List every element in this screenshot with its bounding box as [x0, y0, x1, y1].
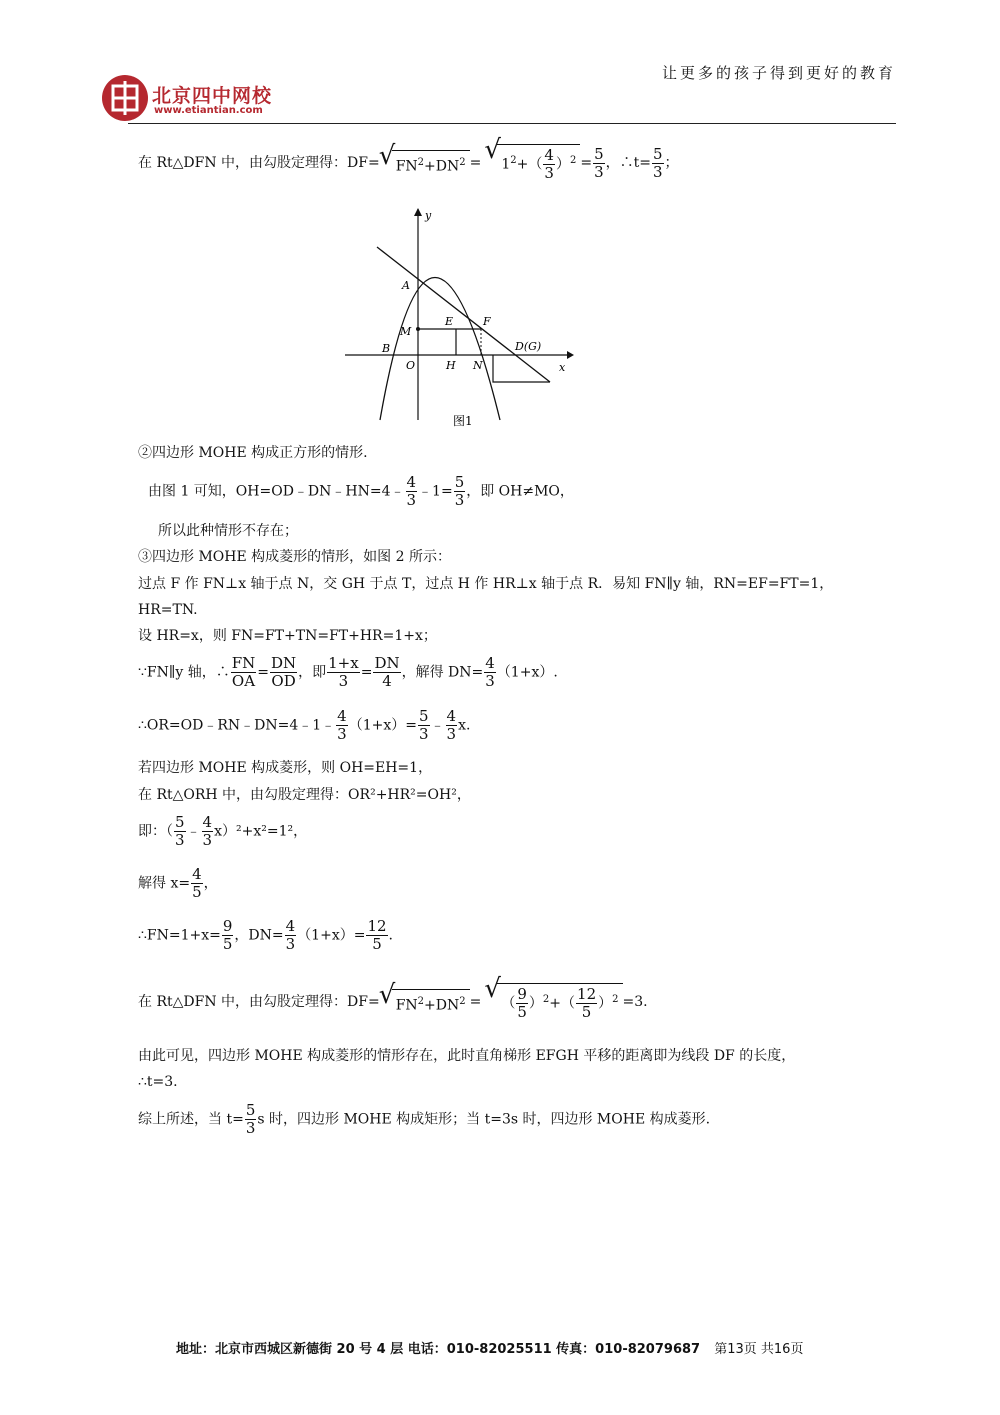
text: 12 [367, 917, 387, 935]
header-slogan: 让更多的孩子得到更好的教育 [661, 64, 896, 82]
text: x）²+x²=1²， [214, 823, 308, 840]
text: +（ [516, 156, 543, 173]
line-not-exist: 所以此种情形不存在； [158, 523, 298, 539]
text: FN [395, 997, 418, 1014]
figure-caption: 图1 [453, 414, 473, 428]
text: 1+x [328, 654, 359, 672]
text: 2 [459, 156, 466, 168]
text: 4 [285, 917, 296, 935]
label-e: E [445, 315, 454, 328]
text: 5 [581, 1003, 592, 1021]
line-rhombus-if: 若四边形 MOHE 构成菱形，则 OH=EH=1， [138, 760, 433, 776]
text: ，解得 DN= [401, 664, 484, 681]
label-d: D(G) [515, 340, 542, 353]
text: 3 [485, 672, 495, 690]
text: 3 [406, 491, 417, 509]
text: ∵FN∥y 轴，∴ [138, 664, 230, 681]
text: OA [231, 672, 256, 690]
line-df-calc-1 [138, 144, 679, 182]
footer [176, 1338, 803, 1357]
text: = [580, 155, 593, 171]
fraction [336, 708, 348, 743]
logo-emblem-icon [102, 75, 148, 121]
text: ，即 [298, 664, 327, 681]
line-ad [377, 247, 550, 382]
text: ，即 OH≠MO， [466, 483, 574, 500]
line-or-calc [138, 708, 470, 743]
y-axis-arrow-icon [414, 208, 422, 216]
text: DN [374, 654, 400, 672]
line-let-hr: 设 HR=x，则 FN=FT+TN=FT+HR=1+x； [138, 628, 437, 644]
text: 3 [594, 162, 604, 181]
page-number: 第13页 共16页 [714, 1342, 804, 1357]
text: 3 [337, 725, 347, 743]
text: +DN [424, 158, 460, 175]
text: 3 [245, 1119, 256, 1137]
label-f: F [483, 315, 491, 328]
fraction [245, 1102, 257, 1137]
fraction [652, 146, 664, 181]
text: ； [664, 155, 679, 171]
fraction [454, 474, 466, 509]
text: 5 [454, 473, 465, 491]
text: 2 [459, 995, 466, 1007]
text: 5 [222, 935, 233, 953]
fraction [285, 918, 297, 953]
sqrt-expr [392, 989, 470, 1016]
fraction [406, 474, 418, 509]
line-fn-dn [138, 918, 393, 953]
fraction [231, 655, 257, 690]
text: 2 [510, 154, 517, 166]
text: 4 [544, 146, 554, 164]
text: 9 [517, 985, 527, 1003]
text: 3 [446, 725, 457, 743]
text: 4 [337, 707, 347, 725]
logo-name: 北京四中网校 [152, 85, 273, 107]
text: 5 [418, 707, 429, 725]
text: 由图 1 可知，OH=OD﹣DN﹣HN=4﹣ [148, 483, 405, 500]
text: 4 [382, 672, 392, 690]
fraction [270, 655, 297, 690]
fraction [593, 146, 605, 181]
text: 5 [517, 1003, 527, 1021]
text: 3 [338, 672, 349, 690]
text: ，∴t= [605, 155, 651, 171]
line-conclusion-rhombus: 由此可见，四边形 MOHE 构成菱形的情形存在，此时直角梯形 EFGH 平移的距离即为线段 DF 的长度， [138, 1048, 796, 1064]
text: OD [271, 672, 296, 690]
text: 综上所述，当 t= [138, 1111, 244, 1128]
fraction [418, 708, 430, 743]
text: （1+x）= [297, 927, 366, 944]
text: 3 [285, 935, 296, 953]
text: s 时，四边形 MOHE 构成矩形；当 t=3s 时，四边形 MOHE 构成菱形. [257, 1111, 711, 1128]
line-oh-calc [148, 474, 574, 509]
text: 4 [406, 473, 417, 491]
sqrt-expr-2 [497, 144, 580, 182]
text: 即：（ [138, 823, 173, 840]
x-axis-arrow-icon [567, 351, 574, 359]
label-m: M [400, 325, 412, 338]
text: 5 [192, 883, 202, 901]
sqrt-expr [392, 150, 470, 177]
text: ﹣ [430, 717, 445, 734]
text: FN [395, 158, 418, 175]
text: 4 [446, 707, 457, 725]
text: = [360, 664, 373, 681]
text: =3. [622, 994, 648, 1010]
text: ，DN= [234, 927, 284, 944]
line-summary [138, 1102, 710, 1137]
line-square-case: ②四边形 MOHE 构成正方形的情形. [138, 445, 368, 461]
text: （1+x）= [348, 717, 417, 734]
line-hr-tn: HR=TN. [138, 602, 198, 618]
text: 4 [485, 654, 495, 672]
text: ） [528, 995, 543, 1012]
text: FN [231, 654, 256, 672]
line-equation [138, 814, 307, 849]
label-o: O [406, 359, 416, 372]
text: 2 [612, 993, 619, 1005]
line-df-calc-2 [138, 983, 648, 1021]
text: 12 [577, 985, 597, 1003]
text: 5 [372, 935, 382, 953]
fraction [222, 918, 234, 953]
text: ﹣ [186, 823, 201, 840]
text: ∴FN=1+x= [138, 927, 221, 944]
text: 3 [652, 162, 663, 181]
text: DN [270, 654, 297, 672]
text: = [469, 155, 482, 171]
text: 解得 x= [138, 875, 191, 892]
figure-1 [345, 205, 575, 430]
text: 3 [544, 164, 554, 182]
text: 在 Rt△DFN 中，由勾股定理得：DF= [138, 155, 380, 171]
line-similar-triangles [138, 655, 558, 690]
logo-url: www.etiantian.com [154, 105, 263, 116]
text: 3 [202, 831, 213, 849]
text: ） [555, 156, 570, 173]
line-rhombus-case: ③四边形 MOHE 构成菱形的情形，如图 2 所示： [138, 549, 451, 565]
label-y: y [425, 209, 432, 222]
label-x: x [559, 361, 566, 374]
text: = [469, 994, 482, 1010]
fraction [191, 866, 203, 901]
fraction [484, 655, 496, 690]
text: 5 [594, 144, 604, 163]
fraction [366, 918, 387, 953]
text: +DN [424, 997, 460, 1014]
label-n: N [473, 359, 483, 372]
text: 4 [202, 813, 213, 831]
text: . [388, 927, 393, 944]
text: 2 [542, 993, 550, 1005]
text: （ [501, 995, 516, 1012]
text: ∴OR=OD﹣RN﹣DN=4﹣1﹣ [138, 717, 336, 734]
fraction [446, 708, 458, 743]
footer-address: 地址：北京市西城区新德街 20 号 4 层 电话：010-82025511 传真：010-82079687 [176, 1342, 701, 1357]
text: 1 [501, 156, 511, 173]
text: ﹣1= [418, 483, 453, 500]
text: 3 [454, 491, 465, 509]
line-t-equals-3: ∴t=3. [138, 1074, 178, 1090]
text: （1+x）. [496, 664, 558, 681]
text: 5 [245, 1101, 256, 1119]
text: x. [458, 717, 471, 734]
logo [102, 75, 282, 125]
line-pythagoras-orh: 在 Rt△ORH 中，由勾股定理得：OR²+HR²=OH²， [138, 787, 471, 803]
label-a: A [402, 279, 410, 292]
line-construction: 过点 F 作 FN⊥x 轴于点 N，交 GH 于点 T，过点 H 作 HR⊥x 轴于点 R．易知 FN∥y 轴，RN=EF=FT=1， [138, 576, 834, 592]
text: = [257, 664, 269, 681]
label-b: B [382, 342, 391, 355]
text: +（ [549, 995, 576, 1012]
text: 在 Rt△DFN 中，由勾股定理得：DF= [138, 994, 380, 1010]
text: ， [203, 875, 218, 892]
text: 3 [418, 725, 429, 743]
text: 5 [175, 813, 185, 831]
fraction [516, 986, 528, 1021]
text: 2 [417, 995, 425, 1007]
fraction [543, 147, 555, 182]
text: 4 [192, 865, 202, 883]
fraction [327, 655, 360, 690]
text: 5 [652, 144, 663, 163]
text: 2 [569, 154, 577, 166]
point-m [416, 327, 420, 331]
text: 2 [417, 156, 425, 168]
parabola [380, 278, 500, 421]
fraction [202, 814, 214, 849]
label-h: H [446, 359, 456, 372]
line-solve-x [138, 866, 218, 901]
text: ） [598, 995, 613, 1012]
header-divider [128, 123, 896, 124]
sqrt-expr-2 [497, 983, 622, 1021]
text: 3 [175, 831, 185, 849]
fraction [373, 655, 400, 690]
fraction [174, 814, 186, 849]
fraction [576, 986, 597, 1021]
text: 9 [222, 917, 233, 935]
